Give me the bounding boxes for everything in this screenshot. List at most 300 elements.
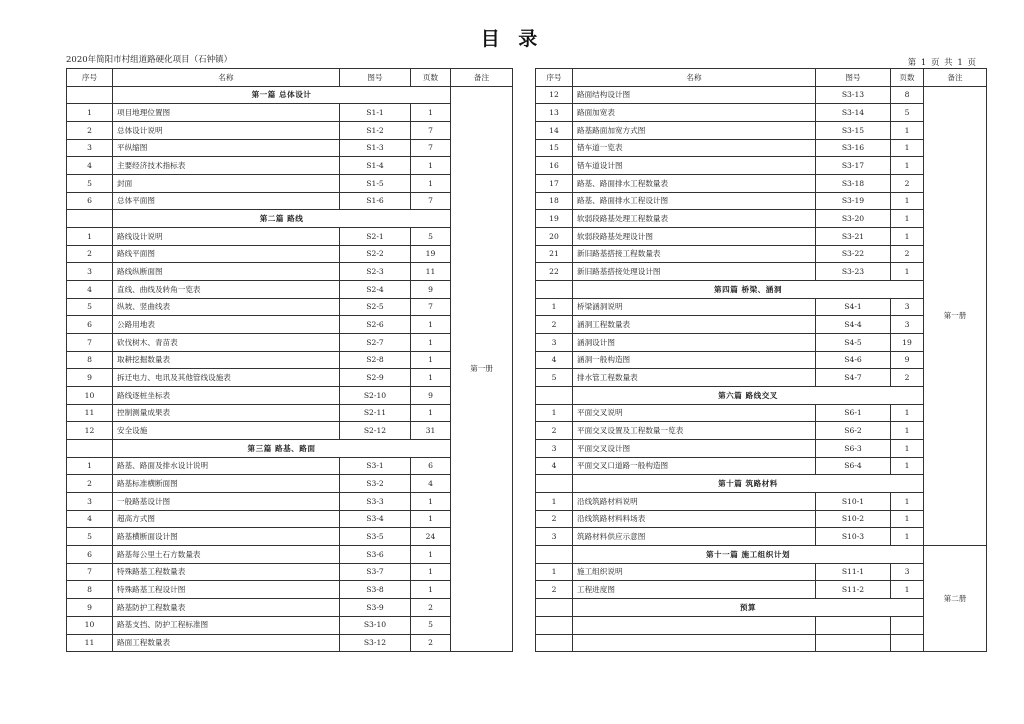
row-pages: 19 [891, 334, 924, 352]
row-seq: 12 [67, 422, 113, 440]
row-seq: 9 [67, 599, 113, 617]
remark-volume: 第二册 [924, 546, 987, 652]
row-pages: 4 [411, 475, 451, 493]
empty-cell [536, 634, 573, 652]
section-seq-cell [67, 210, 113, 228]
row-drawing-no: S10-3 [816, 528, 891, 546]
project-name: 2020年简阳市村组道路硬化项目（石钟镇） [66, 55, 233, 65]
row-drawing-no: S3-12 [340, 634, 411, 652]
row-drawing-no: S3-16 [816, 139, 891, 157]
table-row [536, 369, 987, 387]
row-pages: 1 [411, 104, 451, 122]
empty-row [536, 634, 987, 652]
row-name: 平面交叉设置及工程数量一览表 [573, 422, 816, 440]
row-name: 路线逐桩坐标表 [113, 387, 340, 405]
table-row [67, 245, 513, 263]
toc-table-left [66, 68, 513, 652]
table-row [67, 581, 513, 599]
table-row [67, 528, 513, 546]
row-seq: 18 [536, 192, 573, 210]
empty-cell [816, 616, 891, 634]
row-pages: 2 [411, 634, 451, 652]
row-name: 项目地理位置图 [113, 104, 340, 122]
row-name: 路线平面图 [113, 245, 340, 263]
row-seq: 10 [67, 616, 113, 634]
row-drawing-no: S11-2 [816, 581, 891, 599]
row-drawing-no: S3-4 [340, 510, 411, 528]
row-drawing-no: S1-1 [340, 104, 411, 122]
row-name: 错车道设计图 [573, 157, 816, 175]
row-name: 路基、路面排水工程数量表 [573, 175, 816, 193]
row-name: 桥梁涵洞说明 [573, 298, 816, 316]
row-drawing-no: S2-12 [340, 422, 411, 440]
row-pages: 1 [891, 493, 924, 511]
table-row [536, 263, 987, 281]
table-row [67, 122, 513, 140]
row-drawing-no: S4-1 [816, 298, 891, 316]
row-drawing-no: S6-2 [816, 422, 891, 440]
table-row [536, 457, 987, 475]
table-row [67, 404, 513, 422]
row-pages: 31 [411, 422, 451, 440]
row-drawing-no: S4-7 [816, 369, 891, 387]
empty-row [536, 616, 987, 634]
row-seq: 3 [67, 493, 113, 511]
table-row [67, 104, 513, 122]
row-pages: 6 [411, 457, 451, 475]
row-pages: 5 [411, 616, 451, 634]
header-drawing-no: 图号 [340, 69, 411, 87]
row-name: 排水管工程数量表 [573, 369, 816, 387]
section-row [67, 86, 513, 104]
row-pages: 1 [411, 546, 451, 564]
row-drawing-no: S4-5 [816, 334, 891, 352]
row-drawing-no: S2-10 [340, 387, 411, 405]
row-pages: 1 [891, 422, 924, 440]
row-pages: 1 [891, 457, 924, 475]
row-name: 安全设施 [113, 422, 340, 440]
row-pages: 8 [891, 86, 924, 104]
table-row [536, 210, 987, 228]
row-seq: 15 [536, 139, 573, 157]
table-row [536, 440, 987, 458]
table-row [67, 298, 513, 316]
row-drawing-no: S3-9 [340, 599, 411, 617]
row-pages: 7 [411, 192, 451, 210]
row-name: 直线、曲线及转角一览表 [113, 281, 340, 299]
row-pages: 1 [891, 528, 924, 546]
row-seq: 16 [536, 157, 573, 175]
row-drawing-no: S2-2 [340, 245, 411, 263]
row-pages: 1 [891, 263, 924, 281]
row-pages: 1 [891, 139, 924, 157]
row-seq: 2 [67, 245, 113, 263]
table-row [536, 563, 987, 581]
table-row [536, 334, 987, 352]
row-name: 软弱段路基处理工程数量表 [573, 210, 816, 228]
row-pages: 24 [411, 528, 451, 546]
row-name: 施工组织说明 [573, 563, 816, 581]
row-name: 路面工程数量表 [113, 634, 340, 652]
section-row [536, 546, 987, 564]
row-drawing-no: S2-7 [340, 334, 411, 352]
table-row [67, 228, 513, 246]
row-name: 砍伐树木、青苗表 [113, 334, 340, 352]
table-row [536, 510, 987, 528]
header-seq: 序号 [536, 69, 573, 87]
row-drawing-no: S10-1 [816, 493, 891, 511]
header-pages: 页数 [411, 69, 451, 87]
section-seq-cell [536, 281, 573, 299]
row-pages: 3 [891, 316, 924, 334]
row-seq: 13 [536, 104, 573, 122]
row-seq: 19 [536, 210, 573, 228]
table-row [536, 316, 987, 334]
remark-volume: 第一册 [924, 86, 987, 545]
section-seq-cell [67, 440, 113, 458]
header-seq: 序号 [67, 69, 113, 87]
row-name: 路线纵断面图 [113, 263, 340, 281]
row-drawing-no: S3-21 [816, 228, 891, 246]
row-drawing-no: S2-1 [340, 228, 411, 246]
row-name: 新旧路基搭接工程数量表 [573, 245, 816, 263]
section-row [67, 210, 513, 228]
row-seq: 4 [67, 510, 113, 528]
row-pages: 1 [411, 351, 451, 369]
row-name: 筑路材料供应示意图 [573, 528, 816, 546]
row-drawing-no: S2-3 [340, 263, 411, 281]
table-row [536, 86, 987, 104]
row-drawing-no: S3-18 [816, 175, 891, 193]
row-pages: 7 [411, 298, 451, 316]
empty-cell [573, 634, 816, 652]
row-seq: 1 [536, 298, 573, 316]
table-row [67, 192, 513, 210]
row-drawing-no: S2-4 [340, 281, 411, 299]
row-drawing-no: S6-4 [816, 457, 891, 475]
row-seq: 2 [536, 316, 573, 334]
row-pages: 9 [411, 387, 451, 405]
row-pages: 1 [891, 510, 924, 528]
table-row [67, 616, 513, 634]
row-pages: 1 [411, 510, 451, 528]
row-pages: 1 [411, 563, 451, 581]
row-name: 超高方式图 [113, 510, 340, 528]
header-name: 名称 [113, 69, 340, 87]
section-seq-cell [536, 599, 573, 617]
row-pages: 2 [891, 369, 924, 387]
row-drawing-no: S3-15 [816, 122, 891, 140]
row-pages: 9 [411, 281, 451, 299]
row-pages: 1 [411, 404, 451, 422]
row-pages: 1 [411, 493, 451, 511]
table-row [536, 122, 987, 140]
row-pages: 2 [891, 175, 924, 193]
row-seq: 9 [67, 369, 113, 387]
row-drawing-no: S2-8 [340, 351, 411, 369]
table-row [536, 404, 987, 422]
section-title: 第十篇 筑路材料 [573, 475, 924, 493]
row-name: 公路用地表 [113, 316, 340, 334]
section-title: 第三篇 路基、路面 [113, 440, 451, 458]
row-seq: 1 [536, 563, 573, 581]
row-seq: 7 [67, 334, 113, 352]
table-row [67, 493, 513, 511]
row-pages: 7 [411, 122, 451, 140]
table-row [67, 457, 513, 475]
row-name: 平面交叉设计图 [573, 440, 816, 458]
table-row [67, 510, 513, 528]
row-seq: 6 [67, 546, 113, 564]
row-drawing-no: S3-20 [816, 210, 891, 228]
table-row [67, 316, 513, 334]
row-pages: 2 [891, 245, 924, 263]
empty-cell [891, 634, 924, 652]
row-pages: 11 [411, 263, 451, 281]
header-remark: 备注 [451, 69, 513, 87]
table-row [536, 298, 987, 316]
row-drawing-no: S3-6 [340, 546, 411, 564]
row-seq: 2 [67, 122, 113, 140]
table-row [67, 634, 513, 652]
section-title: 第二篇 路线 [113, 210, 451, 228]
row-drawing-no: S3-14 [816, 104, 891, 122]
row-name: 纵坡、竖曲线表 [113, 298, 340, 316]
table-row [67, 546, 513, 564]
row-name: 平面交叉口道路一般构造图 [573, 457, 816, 475]
section-seq-cell [536, 475, 573, 493]
table-row [67, 387, 513, 405]
section-title: 第四篇 桥梁、涵洞 [573, 281, 924, 299]
row-name: 路基防护工程数量表 [113, 599, 340, 617]
row-name: 控制测量成果表 [113, 404, 340, 422]
row-drawing-no: S3-1 [340, 457, 411, 475]
row-name: 特殊路基工程数量表 [113, 563, 340, 581]
table-header-row [67, 69, 513, 87]
row-seq: 3 [67, 263, 113, 281]
row-seq: 1 [67, 228, 113, 246]
table-row [67, 475, 513, 493]
row-name: 涵洞工程数量表 [573, 316, 816, 334]
row-pages: 1 [891, 581, 924, 599]
section-row [536, 599, 987, 617]
row-seq: 4 [536, 351, 573, 369]
row-pages: 7 [411, 139, 451, 157]
table-row [536, 157, 987, 175]
section-seq-cell [536, 387, 573, 405]
row-name: 涵洞一般构造图 [573, 351, 816, 369]
row-seq: 2 [536, 581, 573, 599]
row-pages: 1 [891, 404, 924, 422]
header-remark: 备注 [924, 69, 987, 87]
row-seq: 2 [536, 422, 573, 440]
section-row [536, 281, 987, 299]
section-title: 第一篇 总体设计 [113, 86, 451, 104]
section-seq-cell [67, 86, 113, 104]
row-drawing-no: S3-5 [340, 528, 411, 546]
header-name: 名称 [573, 69, 816, 87]
section-title: 第十一篇 施工组织计划 [573, 546, 924, 564]
row-name: 路基标准横断面图 [113, 475, 340, 493]
row-drawing-no: S1-2 [340, 122, 411, 140]
empty-cell [536, 616, 573, 634]
row-seq: 10 [67, 387, 113, 405]
row-seq: 5 [536, 369, 573, 387]
section-row [536, 387, 987, 405]
table-row [67, 281, 513, 299]
row-seq: 5 [67, 298, 113, 316]
table-row [67, 369, 513, 387]
table-header-row [536, 69, 987, 87]
row-name: 错车道一览表 [573, 139, 816, 157]
row-seq: 4 [67, 157, 113, 175]
row-seq: 5 [67, 528, 113, 546]
row-pages: 9 [891, 351, 924, 369]
row-drawing-no: S1-3 [340, 139, 411, 157]
row-seq: 2 [536, 510, 573, 528]
row-pages: 1 [411, 581, 451, 599]
remark-volume: 第一册 [451, 86, 513, 651]
table-row [536, 175, 987, 193]
row-pages: 3 [891, 563, 924, 581]
row-name: 主要经济技术指标表 [113, 157, 340, 175]
row-seq: 11 [67, 634, 113, 652]
row-drawing-no: S2-6 [340, 316, 411, 334]
row-seq: 8 [67, 351, 113, 369]
row-pages: 1 [891, 157, 924, 175]
row-name: 特殊路基工程设计图 [113, 581, 340, 599]
row-name: 路线设计说明 [113, 228, 340, 246]
row-drawing-no: S11-1 [816, 563, 891, 581]
table-row [536, 245, 987, 263]
row-name: 路基、路面排水工程设计图 [573, 192, 816, 210]
row-name: 路面加宽表 [573, 104, 816, 122]
row-pages: 1 [411, 334, 451, 352]
row-pages: 1 [891, 228, 924, 246]
row-name: 涵洞设计图 [573, 334, 816, 352]
row-seq: 8 [67, 581, 113, 599]
row-drawing-no: S3-10 [340, 616, 411, 634]
table-row [536, 104, 987, 122]
row-drawing-no: S1-4 [340, 157, 411, 175]
row-seq: 17 [536, 175, 573, 193]
row-drawing-no: S3-13 [816, 86, 891, 104]
row-pages: 3 [891, 298, 924, 316]
row-name: 封面 [113, 175, 340, 193]
empty-cell [573, 616, 816, 634]
table-row [67, 422, 513, 440]
row-name: 沿线筑路材料料场表 [573, 510, 816, 528]
row-pages: 1 [891, 440, 924, 458]
row-seq: 1 [536, 493, 573, 511]
row-drawing-no: S1-5 [340, 175, 411, 193]
page-title: 目 录 [480, 28, 544, 50]
row-seq: 21 [536, 245, 573, 263]
row-name: 工程进度图 [573, 581, 816, 599]
row-seq: 12 [536, 86, 573, 104]
row-drawing-no: S3-3 [340, 493, 411, 511]
header-pages: 页数 [891, 69, 924, 87]
row-name: 路基每公里土石方数量表 [113, 546, 340, 564]
row-name: 平纵缩图 [113, 139, 340, 157]
empty-cell [891, 616, 924, 634]
row-name: 拆迁电力、电讯及其他管线设施表 [113, 369, 340, 387]
row-seq: 14 [536, 122, 573, 140]
row-drawing-no: S3-22 [816, 245, 891, 263]
row-name: 路基、路面及排水设计说明 [113, 457, 340, 475]
section-seq-cell [536, 546, 573, 564]
row-pages: 1 [411, 369, 451, 387]
row-drawing-no: S3-2 [340, 475, 411, 493]
row-seq: 5 [67, 175, 113, 193]
table-row [67, 351, 513, 369]
section-title: 预算 [573, 599, 924, 617]
empty-cell [816, 634, 891, 652]
row-seq: 3 [536, 334, 573, 352]
row-drawing-no: S2-5 [340, 298, 411, 316]
row-seq: 20 [536, 228, 573, 246]
row-drawing-no: S4-6 [816, 351, 891, 369]
row-pages: 1 [411, 175, 451, 193]
row-drawing-no: S3-17 [816, 157, 891, 175]
row-name: 总体平面图 [113, 192, 340, 210]
table-row [536, 139, 987, 157]
table-row [67, 263, 513, 281]
row-pages: 2 [411, 599, 451, 617]
row-name: 沿线筑路材料说明 [573, 493, 816, 511]
row-drawing-no: S1-6 [340, 192, 411, 210]
table-row [67, 334, 513, 352]
row-pages: 5 [891, 104, 924, 122]
row-drawing-no: S3-8 [340, 581, 411, 599]
row-seq: 4 [536, 457, 573, 475]
row-name: 路基横断面设计图 [113, 528, 340, 546]
row-name: 路面结构设计图 [573, 86, 816, 104]
row-seq: 1 [67, 457, 113, 475]
row-name: 新旧路基搭接处理设计图 [573, 263, 816, 281]
table-row [67, 139, 513, 157]
row-pages: 19 [411, 245, 451, 263]
row-seq: 22 [536, 263, 573, 281]
row-name: 路基支挡、防护工程标准图 [113, 616, 340, 634]
row-drawing-no: S6-3 [816, 440, 891, 458]
table-row [67, 563, 513, 581]
row-drawing-no: S6-1 [816, 404, 891, 422]
row-seq: 1 [536, 404, 573, 422]
row-seq: 1 [67, 104, 113, 122]
row-seq: 7 [67, 563, 113, 581]
table-row [536, 493, 987, 511]
row-name: 路基路面加宽方式图 [573, 122, 816, 140]
row-pages: 5 [411, 228, 451, 246]
row-drawing-no: S4-4 [816, 316, 891, 334]
row-name: 平面交叉说明 [573, 404, 816, 422]
table-row [536, 528, 987, 546]
row-seq: 2 [67, 475, 113, 493]
row-seq: 6 [67, 316, 113, 334]
row-seq: 4 [67, 281, 113, 299]
table-row [536, 228, 987, 246]
section-row [536, 475, 987, 493]
row-pages: 1 [411, 157, 451, 175]
row-seq: 3 [536, 440, 573, 458]
row-pages: 1 [891, 122, 924, 140]
table-row [67, 599, 513, 617]
row-name: 总体设计说明 [113, 122, 340, 140]
row-seq: 6 [67, 192, 113, 210]
row-pages: 1 [891, 210, 924, 228]
row-pages: 1 [411, 316, 451, 334]
